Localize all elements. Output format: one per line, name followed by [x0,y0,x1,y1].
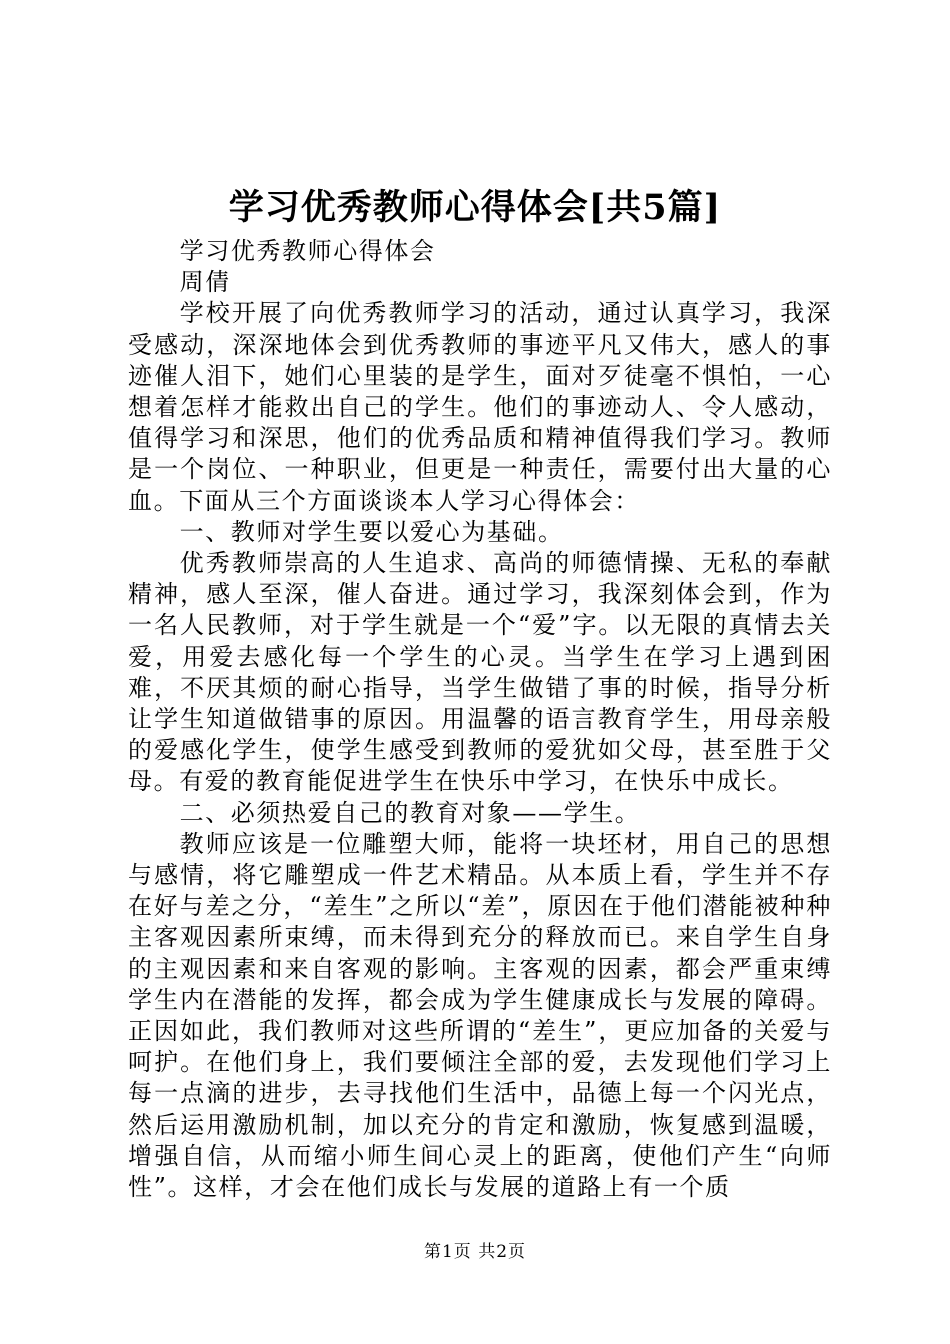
section-heading-1: 一、教师对学生要以爱心为基础。 [179,517,564,546]
section-heading-2: 二、必须热爱自己的教育对象——学生。 [179,798,641,827]
page-footer: 第1页 共2页 [423,1242,527,1262]
document-title: 学习优秀教师心得体会[共5篇] [228,187,722,228]
paragraph-intro: 学校开展了向优秀教师学习的活动，通过认真学习，我深受感动，深深地体会到优秀教师的事迹平凡又伟大，感人的事迹催人泪下，她们心里装的是学生，面对歹徒毫不惧怕，一心想着怎样才能救出自己的学生。他们的事迹动人、令人感动，值得学习和深思，他们的优秀品质和精神值得我们学习。教师是一个岗位、一种职业，但更是一种责任，需要付出大量的心血。下面从三个方面谈谈本人学习心得体会： [128,299,832,515]
document-body [128,236,832,1203]
article-heading: 学习优秀教师心得体会 [179,237,436,265]
paragraph-section-2: 教师应该是一位雕塑大师，能将一块坯材，用自己的思想与感情，将它雕塑成一件艺术精品。从本质上看，学生并不存在好与差之分，“差生”之所以“差”，原因在于他们潜能被种种主客观因素所束缚，而未得到充分的释放而已。来自学生自身的主观因素和来自客观的影响。主客观的因素，都会严重束缚学生内在潜能的发挥，都会成为学生健康成长与发展的障碍。正因如此，我们教师对这些所谓的“差生”，更应加备的关爱与呵护。在他们身上，我们要倾注全部的爱，去发现他们学习上每一点滴的进步，去寻找他们生活中，品德上每一个闪光点，然后运用激励机制，加以充分的肯定和激励，恢复感到温暖，增强自信，从而缩小师生间心灵上的距离，使他们产生“向师性”。这样，才会在他们成长与发展的道路上有一个质 [128,829,832,1202]
paragraph-section-1: 优秀教师崇高的人生追求、高尚的师德情操、无私的奉献精神，感人至深，催人奋进。通过学习，我深刻体会到，作为一名人民教师，对于学生就是一个“爱”字。以无限的真情去关爱，用爱去感化每一个学生的心灵。当学生在学习上遇到困难，不厌其烦的耐心指导，当学生做错了事的时候，指导分析让学生知道做错事的原因。用温馨的语言教育学生，用母亲般的爱感化学生，使学生感受到教师的爱犹如父母，甚至胜于父母。有爱的教育能促进学生在快乐中学习，在快乐中成长。 [128,549,832,796]
author-name: 周倩 [179,268,231,297]
